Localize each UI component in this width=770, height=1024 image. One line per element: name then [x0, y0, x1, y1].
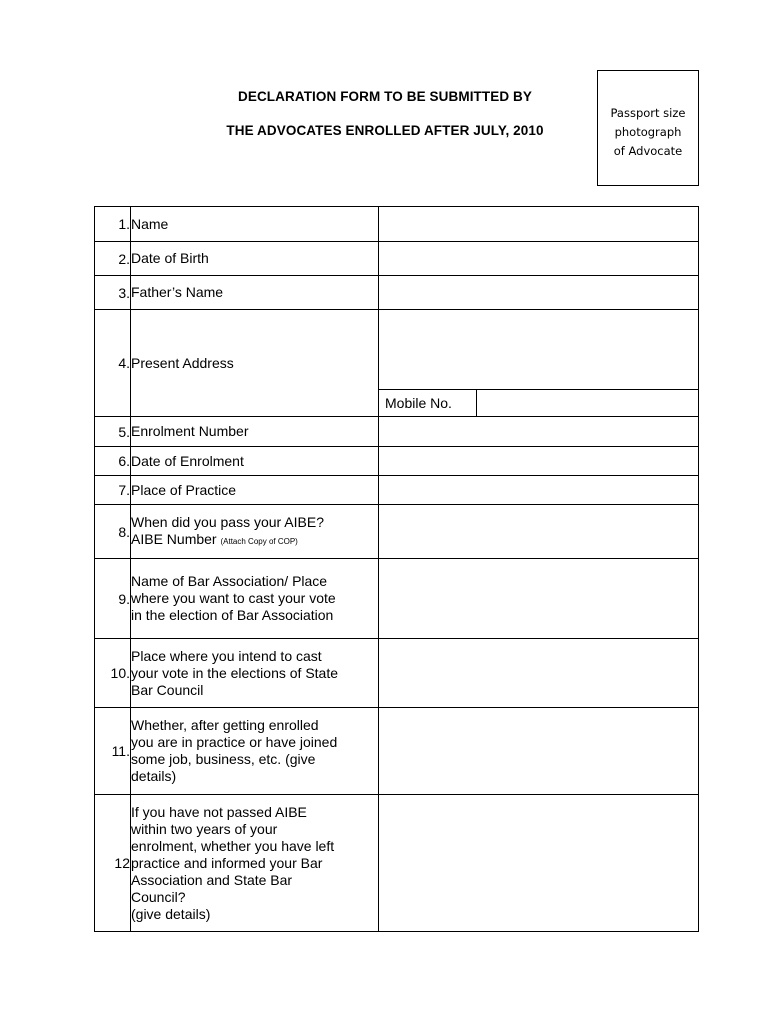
- present-address-cell: [379, 310, 699, 417]
- photo-box-text-line2: photograph: [614, 125, 682, 139]
- label-line: Council?: [131, 888, 186, 905]
- row-label: [131, 639, 379, 708]
- bar-association-field[interactable]: [379, 559, 699, 639]
- row-number: 3.: [95, 276, 131, 310]
- date-of-birth-field[interactable]: [379, 242, 699, 276]
- aibe-not-passed-details-field[interactable]: [379, 795, 699, 932]
- label-line: Association and State Bar: [131, 871, 293, 888]
- name-field[interactable]: [379, 207, 699, 242]
- row-number: 9.: [95, 559, 131, 639]
- row-label: [131, 505, 379, 559]
- label-line: When did you pass your AIBE?: [131, 513, 324, 530]
- date-of-enrolment-field[interactable]: [379, 447, 699, 476]
- photo-box-text-line3: of Advocate: [613, 144, 683, 158]
- label-line: (give details): [131, 905, 211, 922]
- row-label: [131, 708, 379, 795]
- table-row: [95, 559, 699, 639]
- place-of-practice-field[interactable]: [379, 476, 699, 505]
- label-line: practice and informed your Bar: [131, 854, 323, 871]
- table-row: [95, 207, 699, 242]
- row-number: 4.: [95, 310, 131, 417]
- row-number: 8.: [95, 505, 131, 559]
- label-line: Name: [131, 215, 169, 232]
- row-label: [131, 417, 379, 447]
- table-row: [95, 242, 699, 276]
- table-row: [95, 639, 699, 708]
- label-line: you are in practice or have joined: [131, 734, 338, 750]
- label-line: Name of Bar Association/ Place: [131, 573, 328, 589]
- label-line: where you want to cast your vote: [131, 590, 336, 606]
- table-row: [95, 708, 699, 795]
- label-line: details): [131, 768, 177, 784]
- row-label: [131, 207, 379, 242]
- row-number: 12: [95, 795, 131, 932]
- label-line: Bar Council: [131, 681, 204, 698]
- photo-box-text-line1: Passport size: [610, 106, 686, 120]
- state-bar-vote-field[interactable]: [379, 639, 699, 708]
- practice-status-field[interactable]: [379, 708, 699, 795]
- label-line: Father’s Name: [131, 284, 224, 300]
- label-line: some job, business, etc. (give: [131, 751, 316, 767]
- label-line: Place of Practice: [131, 481, 237, 498]
- table-row: [95, 476, 699, 505]
- form-title-line1: DECLARATION FORM TO BE SUBMITTED BY: [238, 89, 532, 104]
- table-row: [95, 417, 699, 447]
- row-number: 7.: [95, 476, 131, 505]
- row-label: [131, 242, 379, 276]
- row-number: 5.: [95, 417, 131, 447]
- row-number: 1.: [95, 207, 131, 242]
- form-title-line2: THE ADVOCATES ENROLLED AFTER JULY, 2010: [226, 123, 544, 138]
- label-line: your vote in the elections of State: [131, 664, 339, 681]
- row-label: [131, 795, 379, 932]
- passport-photo-box: [597, 70, 699, 186]
- label-line: Present Address: [131, 354, 234, 371]
- present-address-field[interactable]: [379, 310, 698, 389]
- declaration-table: [94, 206, 699, 932]
- mobile-no-label: Mobile No.: [379, 390, 477, 416]
- label-line: If you have not passed AIBE: [131, 803, 307, 820]
- row-label: [131, 559, 379, 639]
- table-row: [95, 505, 699, 559]
- label-line: Date of Birth: [131, 250, 209, 266]
- table-row: [95, 310, 699, 417]
- mobile-no-field[interactable]: [477, 390, 698, 416]
- attach-cop-note: (Attach Copy of COP): [220, 536, 298, 546]
- table-row: [95, 795, 699, 932]
- label-line: enrolment, whether you have left: [131, 837, 335, 854]
- row-label: [131, 447, 379, 476]
- enrolment-number-field[interactable]: [379, 417, 699, 447]
- label-line: Whether, after getting enrolled: [131, 717, 319, 733]
- row-label: [131, 276, 379, 310]
- table-row: [95, 447, 699, 476]
- label-line: Date of Enrolment: [131, 452, 244, 469]
- row-number: 11.: [95, 708, 131, 795]
- label-line: [131, 531, 378, 550]
- label-line: within two years of your: [131, 820, 278, 837]
- row-label: [131, 310, 379, 417]
- label-line: Place where you intend to cast: [131, 647, 322, 664]
- row-number: 2.: [95, 242, 131, 276]
- row-number: 6.: [95, 447, 131, 476]
- row-number: 10.: [95, 639, 131, 708]
- row-label: [131, 476, 379, 505]
- aibe-field[interactable]: [379, 505, 699, 559]
- label-line-text: AIBE Number: [131, 530, 217, 547]
- fathers-name-field[interactable]: [379, 276, 699, 310]
- label-line: Enrolment Number: [131, 423, 249, 439]
- label-line: in the election of Bar Association: [131, 607, 334, 623]
- table-row: [95, 276, 699, 310]
